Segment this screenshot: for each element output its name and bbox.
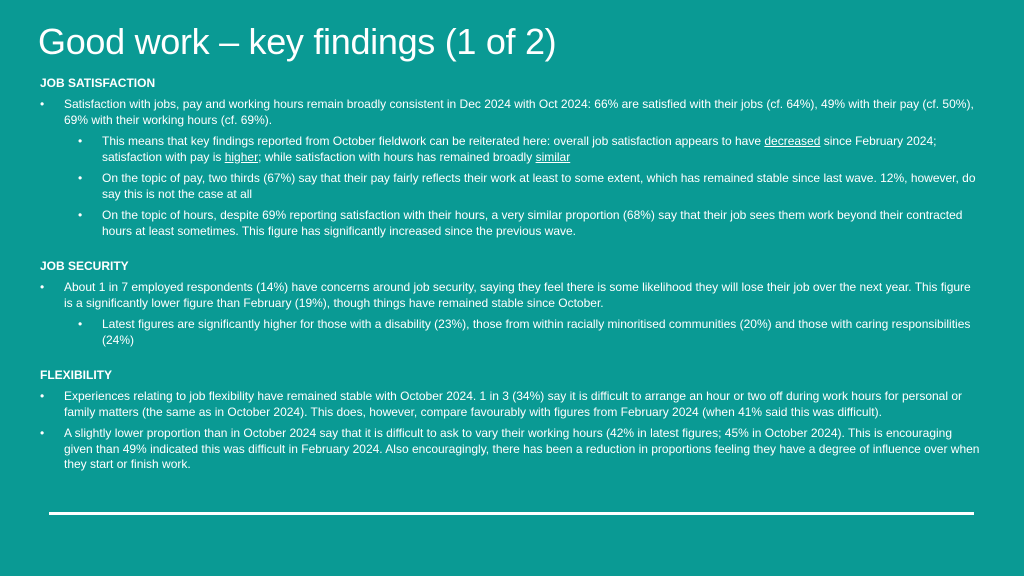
- bullet-text: This means that key findings reported from October fieldwork can be reiterated here: overall job satisfaction appears to have: [102, 134, 765, 148]
- section-flexibility: [40, 368, 980, 473]
- sub-bullet: • On the topic of hours, despite 69% reporting satisfaction with their hours, a very similar proportion (68%) say that their job sees them work beyond their contracted hours at least sometimes. This figure has significantly increased since the previous wave.: [40, 208, 980, 239]
- sub-bullet: [40, 134, 980, 165]
- section-heading: JOB SECURITY: [40, 259, 129, 273]
- section-job-security: [40, 259, 980, 348]
- underlined-text: higher: [224, 149, 259, 164]
- sub-bullet: • On the topic of pay, two thirds (67%) say that their pay fairly reflects their work at least to some extent, which has remained stable since last wave. 12%, however, do say this is not the case at all: [40, 171, 980, 202]
- slide-content: [40, 76, 980, 493]
- section-job-satisfaction: [40, 76, 980, 239]
- bottom-divider: [49, 512, 974, 515]
- sub-bullet: • Latest figures are significantly higher for those with a disability (23%), those from within racially minoritised communities (20%) and those with caring responsibilities (24%): [40, 317, 980, 348]
- section-heading: FLEXIBILITY: [40, 368, 112, 382]
- slide-title: Good work – key findings (1 of 2): [38, 21, 557, 62]
- bullet-text: since February 2024; satisfaction with pay is: [102, 134, 937, 164]
- bullet: • Satisfaction with jobs, pay and working hours remain broadly consistent in Dec 2024 with Oct 2024: 66% are satisfied with their jobs (cf. 64%), 49% with their pay (cf. 50%), 69% with their working hours (cf. 69%).: [40, 97, 980, 128]
- bullet-text: ; while satisfaction with hours has remained broadly: [258, 149, 536, 164]
- underlined-text: decreased: [764, 134, 821, 148]
- section-heading: JOB SATISFACTION: [40, 76, 156, 90]
- bullet: • Experiences relating to job flexibility have remained stable with October 2024. 1 in 3 (34%) say it is difficult to arrange an hour or two off during work hours for personal or family matters (the same as in October 2024). This does, however, compare favourably with figures from February 2024 (when 41% said this was difficult).: [40, 389, 980, 420]
- bullet: • About 1 in 7 employed respondents (14%) have concerns around job security, saying they feel there is some likelihood they will lose their job over the next year. This figure is a significantly lower figure than February (19%), though things have remained stable since October.: [40, 280, 980, 311]
- underlined-text: similar: [535, 149, 571, 164]
- bullet: • A slightly lower proportion than in October 2024 say that it is difficult to ask to vary their working hours (42% in latest figures; 45% in October 2024). This is encouraging given than 49% indicated this was difficult in February 2024. Also encouragingly, there has been a reduction in proportions feeling they have a degree of influence over when they start or finish work.: [40, 426, 980, 473]
